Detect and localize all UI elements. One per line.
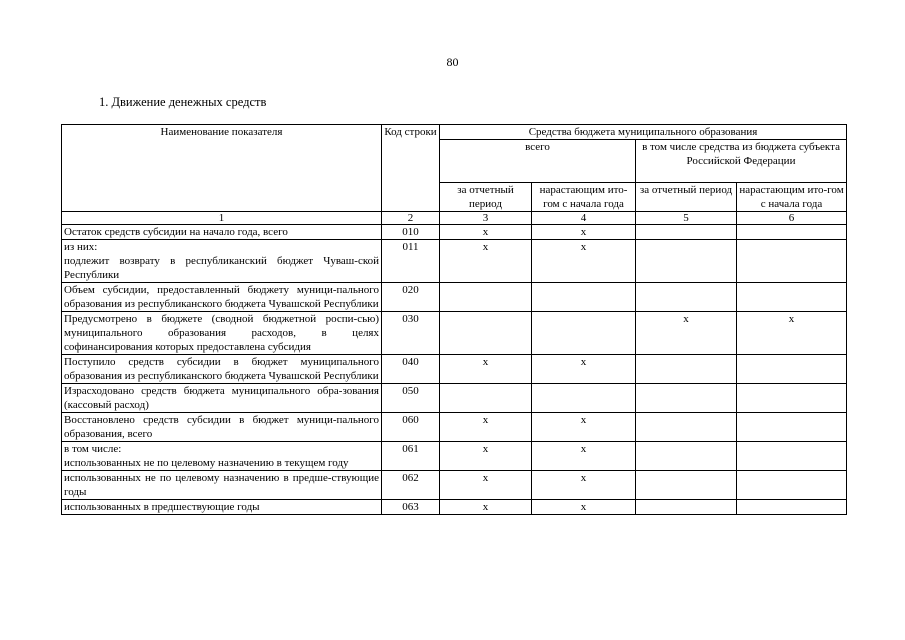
row-indicator-name: Поступило средств субсидии в бюджет муниципального образования из республиканского бюджета Чувашской Республики (62, 355, 382, 384)
table-row (62, 384, 847, 413)
row-code: 063 (382, 500, 440, 515)
header-municipal-budget: Средства бюджета муниципального образования (440, 125, 847, 140)
row-indicator-name: в том числе: использованных не по целевому назначению в текущем году (62, 442, 382, 471)
cell-total-period: x (440, 240, 532, 283)
col-number-1: 1 (62, 212, 382, 225)
table-row (62, 240, 847, 283)
cell-subject-period (636, 240, 737, 283)
cell-total-cumulative: x (532, 413, 636, 442)
cell-subject-cumulative (737, 355, 847, 384)
header-incl-subject-budget: в том числе средства из бюджета субъекта Российской Федерации (636, 140, 847, 183)
col-number-6: 6 (737, 212, 847, 225)
cell-subject-period (636, 355, 737, 384)
row-indicator-name: Восстановлено средств субсидии в бюджет муници-пального образования, всего (62, 413, 382, 442)
row-code: 062 (382, 471, 440, 500)
cell-total-period (440, 283, 532, 312)
row-indicator-name: использованных в предшествующие годы (62, 500, 382, 515)
row-code: 061 (382, 442, 440, 471)
table-row (62, 442, 847, 471)
cell-total-cumulative: x (532, 225, 636, 240)
cell-subject-cumulative (737, 283, 847, 312)
page-number: 80 (446, 55, 459, 69)
row-code: 040 (382, 355, 440, 384)
col-number-2: 2 (382, 212, 440, 225)
cell-subject-period (636, 500, 737, 515)
cell-total-cumulative: x (532, 355, 636, 384)
cash-flow-table (61, 124, 847, 515)
row-code: 050 (382, 384, 440, 413)
cell-total-cumulative: x (532, 471, 636, 500)
cell-total-cumulative (532, 312, 636, 355)
header-total-period: за отчетный период (440, 183, 532, 212)
cell-subject-period (636, 283, 737, 312)
table-row (62, 312, 847, 355)
row-indicator-name: Остаток средств субсидии на начало года, всего (62, 225, 382, 240)
cell-total-cumulative (532, 283, 636, 312)
col-number-3: 3 (440, 212, 532, 225)
cell-subject-period (636, 384, 737, 413)
header-subject-period: за отчетный период (636, 183, 737, 212)
header-subject-cumulative: нарастающим ито-гом с начала года (737, 183, 847, 212)
cell-total-cumulative: x (532, 442, 636, 471)
cell-total-period (440, 312, 532, 355)
col-number-4: 4 (532, 212, 636, 225)
cell-subject-period (636, 442, 737, 471)
table-row (62, 413, 847, 442)
header-row-code: Код строки (382, 125, 440, 212)
table-row (62, 225, 847, 240)
row-code: 060 (382, 413, 440, 442)
row-code: 010 (382, 225, 440, 240)
cell-total-period: x (440, 471, 532, 500)
table-row (62, 471, 847, 500)
cell-subject-period (636, 225, 737, 240)
cell-total-period (440, 384, 532, 413)
header-total: всего (440, 140, 636, 183)
cell-subject-cumulative (737, 240, 847, 283)
cell-total-cumulative: x (532, 240, 636, 283)
cell-total-period: x (440, 442, 532, 471)
row-indicator-name: Объем субсидии, предоставленный бюджету муници-пального образования из республиканского бюджета Чувашской Республики (62, 283, 382, 312)
cell-subject-period (636, 413, 737, 442)
section-title: 1. Движение денежных средств (99, 95, 267, 109)
row-code: 020 (382, 283, 440, 312)
cell-total-period: x (440, 413, 532, 442)
row-indicator-name: использованных не по целевому назначению в предше-ствующие годы (62, 471, 382, 500)
cell-total-cumulative (532, 384, 636, 413)
cell-subject-cumulative: x (737, 312, 847, 355)
header-total-cumulative: нарастающим ито-гом с начала года (532, 183, 636, 212)
row-indicator-name: Израсходовано средств бюджета муниципального обра-зования (кассовый расход) (62, 384, 382, 413)
cell-subject-period: x (636, 312, 737, 355)
cell-subject-cumulative (737, 225, 847, 240)
table-row (62, 500, 847, 515)
cell-total-period: x (440, 225, 532, 240)
row-code: 011 (382, 240, 440, 283)
cell-subject-cumulative (737, 471, 847, 500)
cell-subject-cumulative (737, 500, 847, 515)
table-row (62, 355, 847, 384)
row-indicator-name: Предусмотрено в бюджете (сводной бюджетной роспи-сью) муниципального образования расходов, в целях софинансирования которых предоставлена субсидия (62, 312, 382, 355)
cell-total-cumulative: x (532, 500, 636, 515)
table-row (62, 283, 847, 312)
row-code: 030 (382, 312, 440, 355)
row-indicator-name: из них: подлежит возврату в республиканский бюджет Чуваш-ской Республики (62, 240, 382, 283)
cell-total-period: x (440, 500, 532, 515)
header-indicator-name: Наименование показателя (62, 125, 382, 212)
cell-subject-cumulative (737, 442, 847, 471)
cell-subject-cumulative (737, 384, 847, 413)
cell-subject-period (636, 471, 737, 500)
cell-total-period: x (440, 355, 532, 384)
table-body (62, 225, 847, 515)
col-number-5: 5 (636, 212, 737, 225)
cell-subject-cumulative (737, 413, 847, 442)
